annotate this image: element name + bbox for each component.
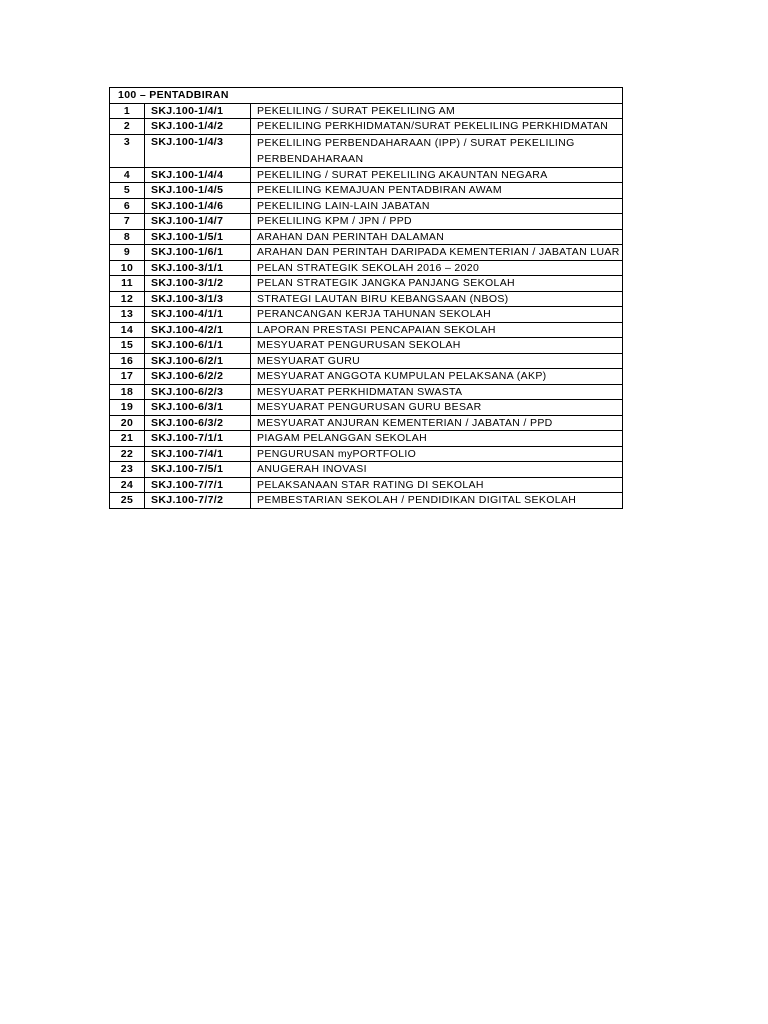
file-title: PEKELILING PERBENDAHARAAN (IPP) / SURAT PEKELILING PERBENDAHARAAN	[251, 134, 623, 167]
row-number: 22	[110, 446, 145, 462]
table-row	[110, 119, 623, 135]
table-row	[110, 369, 623, 385]
file-title: MESYUARAT ANGGOTA KUMPULAN PELAKSANA (AKP)	[251, 369, 623, 385]
file-code: SKJ.100-1/4/2	[145, 119, 251, 135]
file-title: STRATEGI LAUTAN BIRU KEBANGSAAN (NBOS)	[251, 291, 623, 307]
file-code: SKJ.100-6/3/1	[145, 400, 251, 416]
file-code: SKJ.100-1/4/6	[145, 198, 251, 214]
file-title: MESYUARAT PENGURUSAN SEKOLAH	[251, 338, 623, 354]
table-row	[110, 198, 623, 214]
file-code: SKJ.100-7/1/1	[145, 431, 251, 447]
file-index-table	[109, 87, 623, 509]
table-row	[110, 229, 623, 245]
table-row	[110, 338, 623, 354]
table-row	[110, 353, 623, 369]
row-number: 12	[110, 291, 145, 307]
file-code: SKJ.100-3/1/1	[145, 260, 251, 276]
row-number: 10	[110, 260, 145, 276]
row-number: 13	[110, 307, 145, 323]
row-number: 19	[110, 400, 145, 416]
table-body	[110, 88, 623, 509]
table-row	[110, 276, 623, 292]
table-row	[110, 167, 623, 183]
file-title: PERANCANGAN KERJA TAHUNAN SEKOLAH	[251, 307, 623, 323]
row-number: 16	[110, 353, 145, 369]
table-row	[110, 384, 623, 400]
file-title: PEKELILING / SURAT PEKELILING AKAUNTAN NEGARA	[251, 167, 623, 183]
table-row	[110, 431, 623, 447]
file-title: LAPORAN PRESTASI PENCAPAIAN SEKOLAH	[251, 322, 623, 338]
file-code: SKJ.100-6/1/1	[145, 338, 251, 354]
row-number: 3	[110, 134, 145, 167]
table-row	[110, 415, 623, 431]
section-header-row	[110, 88, 623, 104]
table-row	[110, 183, 623, 199]
row-number: 15	[110, 338, 145, 354]
file-code: SKJ.100-7/5/1	[145, 462, 251, 478]
file-code: SKJ.100-3/1/2	[145, 276, 251, 292]
file-code: SKJ.100-6/2/2	[145, 369, 251, 385]
table-row	[110, 477, 623, 493]
row-number: 17	[110, 369, 145, 385]
file-title: PELAN STRATEGIK SEKOLAH 2016 – 2020	[251, 260, 623, 276]
file-code: SKJ.100-1/4/1	[145, 103, 251, 119]
table-row	[110, 103, 623, 119]
table-row	[110, 446, 623, 462]
file-code: SKJ.100-1/6/1	[145, 245, 251, 261]
row-number: 20	[110, 415, 145, 431]
file-code: SKJ.100-4/2/1	[145, 322, 251, 338]
row-number: 14	[110, 322, 145, 338]
file-code: SKJ.100-3/1/3	[145, 291, 251, 307]
row-number: 2	[110, 119, 145, 135]
file-title: PEKELILING PERKHIDMATAN/SURAT PEKELILING PERKHIDMATAN	[251, 119, 623, 135]
file-title: PEKELILING LAIN-LAIN JABATAN	[251, 198, 623, 214]
file-code: SKJ.100-4/1/1	[145, 307, 251, 323]
file-code: SKJ.100-1/4/7	[145, 214, 251, 230]
file-title: MESYUARAT GURU	[251, 353, 623, 369]
row-number: 6	[110, 198, 145, 214]
section-heading: 100 – PENTADBIRAN	[110, 88, 623, 104]
file-title: PIAGAM PELANGGAN SEKOLAH	[251, 431, 623, 447]
file-title: PEKELILING KEMAJUAN PENTADBIRAN AWAM	[251, 183, 623, 199]
table-row	[110, 493, 623, 509]
file-code: SKJ.100-6/2/1	[145, 353, 251, 369]
file-title: PENGURUSAN myPORTFOLIO	[251, 446, 623, 462]
file-title: PELAN STRATEGIK JANGKA PANJANG SEKOLAH	[251, 276, 623, 292]
file-title: MESYUARAT PERKHIDMATAN SWASTA	[251, 384, 623, 400]
file-code: SKJ.100-6/3/2	[145, 415, 251, 431]
row-number: 11	[110, 276, 145, 292]
table-row	[110, 245, 623, 261]
file-title: MESYUARAT ANJURAN KEMENTERIAN / JABATAN / PPD	[251, 415, 623, 431]
row-number: 5	[110, 183, 145, 199]
table-row	[110, 322, 623, 338]
file-code: SKJ.100-1/5/1	[145, 229, 251, 245]
file-title: ARAHAN DAN PERINTAH DALAMAN	[251, 229, 623, 245]
file-code: SKJ.100-1/4/5	[145, 183, 251, 199]
file-code: SKJ.100-7/7/1	[145, 477, 251, 493]
table-row	[110, 260, 623, 276]
row-number: 7	[110, 214, 145, 230]
file-title: MESYUARAT PENGURUSAN GURU BESAR	[251, 400, 623, 416]
row-number: 9	[110, 245, 145, 261]
file-code: SKJ.100-1/4/4	[145, 167, 251, 183]
table-row	[110, 291, 623, 307]
table-row	[110, 134, 623, 167]
file-code: SKJ.100-1/4/3	[145, 134, 251, 167]
row-number: 21	[110, 431, 145, 447]
file-code: SKJ.100-7/7/2	[145, 493, 251, 509]
row-number: 24	[110, 477, 145, 493]
row-number: 1	[110, 103, 145, 119]
table-row	[110, 400, 623, 416]
row-number: 23	[110, 462, 145, 478]
row-number: 25	[110, 493, 145, 509]
file-title: PEMBESTARIAN SEKOLAH / PENDIDIKAN DIGITAL SEKOLAH	[251, 493, 623, 509]
table-row	[110, 462, 623, 478]
file-code: SKJ.100-7/4/1	[145, 446, 251, 462]
row-number: 8	[110, 229, 145, 245]
file-title: PEKELILING KPM / JPN / PPD	[251, 214, 623, 230]
file-title: PEKELILING / SURAT PEKELILING AM	[251, 103, 623, 119]
file-title: ARAHAN DAN PERINTAH DARIPADA KEMENTERIAN / JABATAN LUAR	[251, 245, 623, 261]
row-number: 4	[110, 167, 145, 183]
table-row	[110, 307, 623, 323]
file-title: PELAKSANAAN STAR RATING DI SEKOLAH	[251, 477, 623, 493]
row-number: 18	[110, 384, 145, 400]
file-code: SKJ.100-6/2/3	[145, 384, 251, 400]
table-row	[110, 214, 623, 230]
file-title: ANUGERAH INOVASI	[251, 462, 623, 478]
